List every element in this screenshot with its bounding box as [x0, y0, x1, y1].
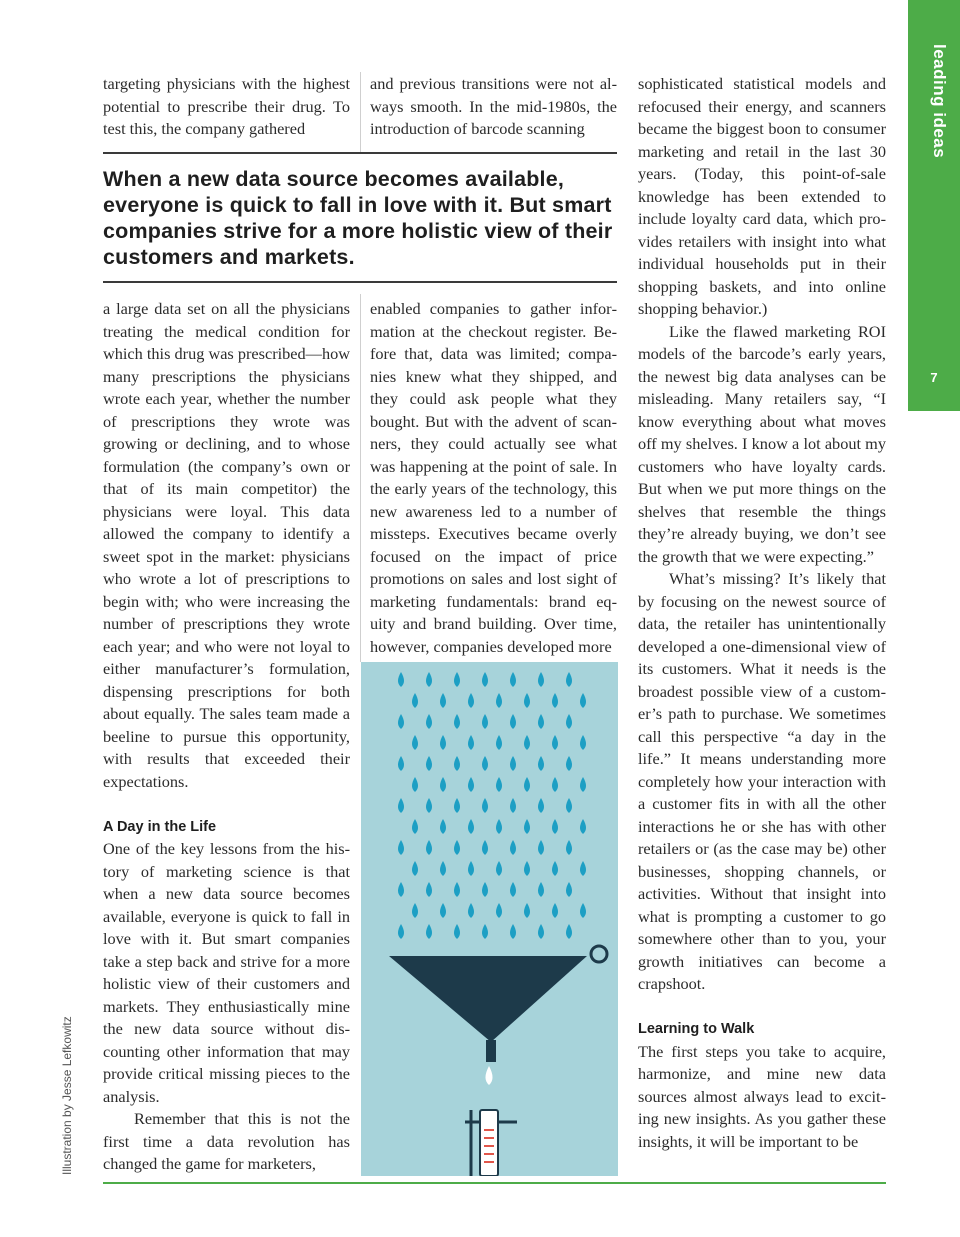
column-1-main [103, 298, 350, 1176]
raindrop [552, 903, 558, 918]
raindrop [440, 819, 446, 834]
raindrop [496, 903, 502, 918]
paragraph: enabled companies to gather information at the checkout register. Before that, data was limited; companies knew what they shipped, and they could ask people what they bought. But with the advent of scanners, they could actually see what was happening at the point of sale. In the early years of the technology, this new awareness led to a number of missteps. Executives became overly focused on the impact of price promotions on sales and lost sight of marketing fundamentals: brand equity and brand building. Over time, however, companies developed more [370, 299, 617, 656]
test-tube-icon [465, 1110, 517, 1176]
raindrop [496, 861, 502, 876]
column-3 [638, 73, 886, 1153]
section-heading: Learning to Walk [638, 1021, 755, 1037]
raindrop [538, 756, 544, 771]
raindrop [468, 861, 474, 876]
raindrop [496, 777, 502, 792]
raindrop [398, 798, 404, 813]
raindrop [538, 714, 544, 729]
raindrop [412, 693, 418, 708]
raindrop [426, 672, 432, 687]
raindrop [468, 735, 474, 750]
raindrop [398, 714, 404, 729]
raindrop [426, 714, 432, 729]
raindrop [524, 903, 530, 918]
raindrop [482, 924, 488, 939]
raindrop [510, 924, 516, 939]
raindrop [426, 756, 432, 771]
funnel-ring [591, 946, 607, 962]
raindrop [426, 840, 432, 855]
paragraph: sophisticated statistical models and refocused their energy, and scanners became the biggest boon to consumer marketing and retail in the last 30 years. (Today, this point-of-sale knowledge has been extended to include loyalty card data, which provides retailers with insight into what individual households put in their shopping baskets, and into online shopping behavior.) [638, 74, 886, 318]
raindrop [440, 861, 446, 876]
raindrop [580, 903, 586, 918]
raindrop [538, 798, 544, 813]
raindrop [580, 819, 586, 834]
raindrop [412, 777, 418, 792]
column-2-main [370, 298, 617, 658]
raindrop [580, 777, 586, 792]
raindrop [496, 819, 502, 834]
raindrop [566, 840, 572, 855]
raindrop [482, 882, 488, 897]
paragraph: What’s missing? It’s likely that by focusing on the newest source of data, the retailer has unintentionally developed a one-dimensional view of its customers. What it needs is the broadest possible view of a customer’s path to purchase. We sometimes call this perspective “a day in the life.” It means understanding more completely how your interaction with a customer fits in with all the other interactions he or she has with other retailers or (as the case may be) other businesses, shopping channels, or activities. Without that insight into what is prompting a customer to go somewhere other than to you, your growth initiatives can become a crapshoot. [638, 569, 886, 993]
raindrop [524, 777, 530, 792]
raindrop [468, 819, 474, 834]
raindrop [440, 777, 446, 792]
raindrop [454, 924, 460, 939]
paragraph: Like the flawed marketing ROI models of the barcode’s early years, the newest big data analyses can be misleading. Many retailers say, “I know everything about what moves off my shelves. I know a lot about my customers who have loyalty cards. But when we put more things on the shelves that resemble the things they’re already buying, we don’t see the growth that we were expecting.” [638, 321, 886, 566]
raindrop [566, 798, 572, 813]
footer-rule [103, 1182, 886, 1184]
raindrop [454, 714, 460, 729]
raindrop [468, 777, 474, 792]
raindrop [440, 693, 446, 708]
column-1-top [103, 73, 350, 141]
raindrop [496, 735, 502, 750]
raindrop [454, 672, 460, 687]
raindrop [580, 861, 586, 876]
raindrop [552, 777, 558, 792]
illustration [361, 662, 618, 1176]
raindrop [398, 840, 404, 855]
column-2-top [370, 73, 617, 141]
raindrop [398, 882, 404, 897]
raindrop [454, 756, 460, 771]
raindrop [398, 672, 404, 687]
raindrop [398, 756, 404, 771]
paragraph: Remember that this is not the first time a data revolution has changed the game for marketers, [103, 1109, 350, 1173]
raindrops-icon [398, 672, 586, 939]
paragraph: The first steps you take to acquire, harmonize, and mine new data sources almost always lead to exciting new insights. As you gather these insights, it will be important to be [638, 1041, 886, 1151]
raindrop [412, 819, 418, 834]
funnel-icon [389, 956, 587, 1042]
raindrop [538, 840, 544, 855]
pull-quote-bottom-rule [103, 281, 617, 283]
raindrop [482, 714, 488, 729]
funnel-spout [486, 1040, 496, 1062]
raindrop [454, 798, 460, 813]
raindrop [510, 756, 516, 771]
raindrop [510, 882, 516, 897]
raindrop [482, 672, 488, 687]
raindrop [440, 735, 446, 750]
raindrop [454, 882, 460, 897]
section-label: leading ideas [930, 44, 949, 159]
column-divider [360, 72, 361, 152]
raindrop [566, 672, 572, 687]
raindrop [552, 861, 558, 876]
raindrop [412, 861, 418, 876]
raindrop [426, 924, 432, 939]
raindrop [566, 924, 572, 939]
section-heading: A Day in the Life [103, 818, 217, 835]
pull-quote-top-rule [103, 152, 617, 154]
paragraph: a large data set on all the physicians treating the medical condition for which this drug was prescribed—how many prescriptions the physicians wrote each year, whether the number of prescriptions they wrote was growing or declining, and to whose formulation (the company’s own or that of its main competitor) the physicians were loyal. This data allowed the company to identify a sweet spot in the market: physicians who wrote a lot of prescriptions to begin with; who were increasing the number of prescriptions they wrote each year; and who were not loyal to either manufacturer’s formulation, dispensing prescriptions for both about equally. The sales team made a beeline to pursue this opportunity, with results that exceeded their expectations. [103, 299, 350, 791]
column-divider [360, 294, 361, 662]
illustration-graphic [361, 662, 618, 1176]
raindrop [440, 903, 446, 918]
raindrop [482, 840, 488, 855]
raindrop [398, 924, 404, 939]
raindrop [468, 693, 474, 708]
raindrop [538, 672, 544, 687]
raindrop [552, 819, 558, 834]
raindrop [524, 735, 530, 750]
raindrop [426, 798, 432, 813]
raindrop [552, 735, 558, 750]
paragraph: targeting physicians with the highest potential to prescribe their drug. To test this, the company gathered [103, 74, 350, 138]
raindrop [566, 714, 572, 729]
raindrop [482, 756, 488, 771]
raindrop [510, 798, 516, 813]
raindrop [524, 693, 530, 708]
raindrop [412, 735, 418, 750]
raindrop [524, 861, 530, 876]
pull-quote: When a new data source becomes available, everyone is quick to fall in love with it. But smart companies strive for a more holistic view of their customers and markets. [103, 167, 613, 269]
paragraph: and previous transitions were not always smooth. In the mid-1980s, the introduction of barcode scanning [370, 74, 617, 138]
raindrop [566, 756, 572, 771]
raindrop [524, 819, 530, 834]
raindrop [468, 903, 474, 918]
raindrop [510, 672, 516, 687]
raindrop [580, 735, 586, 750]
raindrop [510, 840, 516, 855]
raindrop [482, 798, 488, 813]
illustration-credit: Illustration by Jesse Lefkowitz [60, 1016, 74, 1175]
raindrop [454, 840, 460, 855]
raindrop [580, 693, 586, 708]
raindrop [538, 882, 544, 897]
paragraph: One of the key lessons from the history of marketing science is that when a new data source becomes available, everyone is quick to fall in love with it. But smart companies take a step back and strive for a more holistic view of their customers and markets. They enthusiastically mine the new data source without discounting other information that may provide critical missing pieces to the analysis. [103, 839, 350, 1106]
raindrop [538, 924, 544, 939]
single-drop-icon [486, 1066, 493, 1085]
raindrop [426, 882, 432, 897]
raindrop [552, 693, 558, 708]
raindrop [566, 882, 572, 897]
page-number: 7 [930, 370, 938, 385]
raindrop [510, 714, 516, 729]
raindrop [496, 693, 502, 708]
raindrop [412, 903, 418, 918]
